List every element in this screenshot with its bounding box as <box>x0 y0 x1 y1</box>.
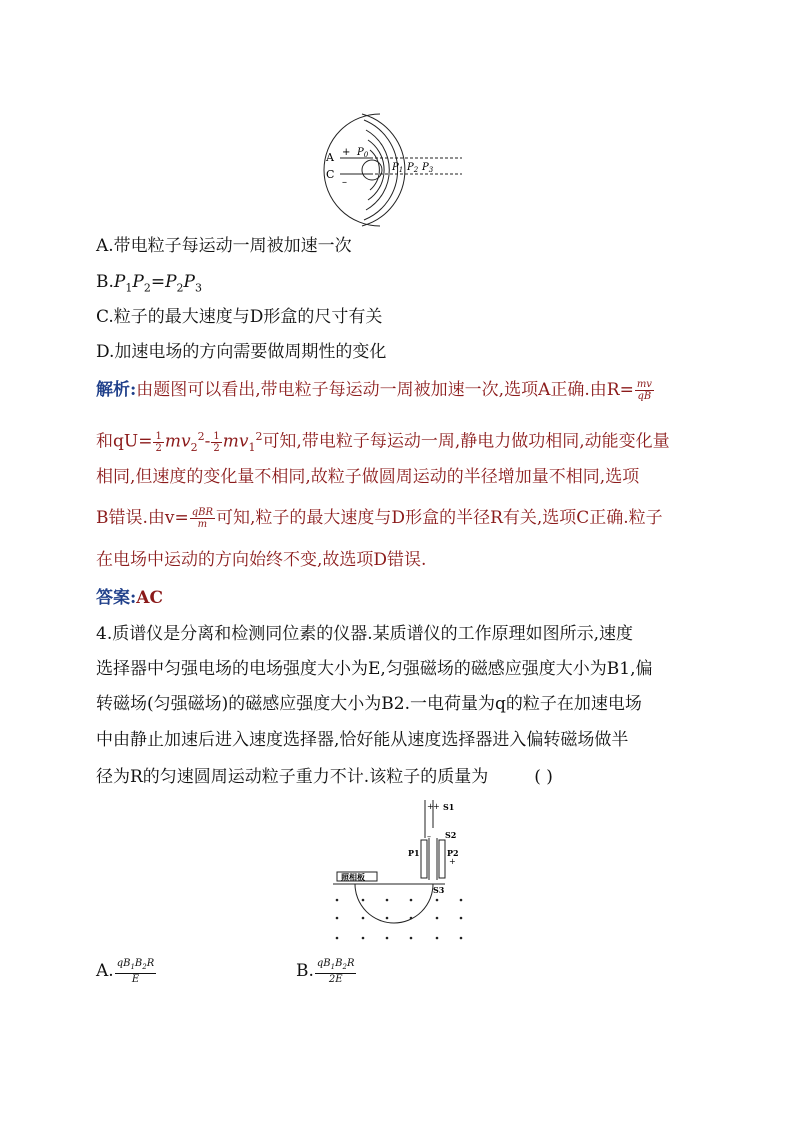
semicircle-1 <box>372 160 382 180</box>
svg-text:–: – <box>427 832 431 841</box>
option-a: A.带电粒子每运动一周被加速一次 <box>96 236 352 256</box>
s2-label: S2 <box>445 830 457 840</box>
svg-text:P3: $P_3$ <box>422 162 434 174</box>
answer-label: 答案: <box>96 588 137 608</box>
semicircle-2 <box>370 150 379 190</box>
fraction-mv-qb: $\frac{mv}{qB}$ <box>636 379 652 402</box>
s3-label: S3 <box>433 885 445 895</box>
q4-line-3: 转磁场(匀强磁场)的磁感应强度大小为B2.一电荷量为q的粒子在加速电场 <box>96 694 642 714</box>
svg-text:P2: $P_2$ <box>407 162 419 174</box>
option-d: D.加速电场的方向需要做周期性的变化 <box>96 342 387 362</box>
mass-spectrometer-figure <box>325 798 475 948</box>
photo-plate-label: 照相板 <box>341 872 365 882</box>
plus-sign: + <box>342 147 351 158</box>
p1-label: P1 <box>408 848 420 858</box>
analysis-label: 解析: <box>96 380 137 400</box>
q4-line-4: 中由静止加速后进入速度选择器,恰好能从速度选择器进入偏转磁场做半 <box>96 730 629 750</box>
label-c: C <box>326 168 335 181</box>
plate-p1 <box>421 840 427 878</box>
answer-value: AC <box>136 588 164 608</box>
svg-text:+: + <box>427 802 434 811</box>
analysis-line-1: 解析:由题图可以看出,带电粒子每运动一周被加速一次,选项A正确.由R= $\frac{mv}{qB}$ <box>96 379 652 402</box>
q4-line-2: 选择器中匀强电场的电场强度大小为E,匀强磁场的磁感应强度大小为B1,偏 <box>96 659 653 679</box>
q4-option-b: B. $\frac{qB_1B_2R}{2E}$ <box>296 958 355 985</box>
minus-sign: – <box>342 177 347 188</box>
p2-label: P2 <box>447 848 459 858</box>
analysis-line-4: B错误.由v= $\frac{\text{qBR}}{m}$ 可知,粒子的最大速度与D形盒的半径R有关,选项C正确.粒子 <box>96 507 663 530</box>
analysis-line-2: 和qU= $\frac{1}{2}$ $mv_2^2-$ $\frac{1}{2}$ $mv_1^2$可知,带电粒子每运动一周,静电力做功相同,动能变化量 <box>96 430 670 455</box>
q4-line-1: 4.质谱仪是分离和检测同位素的仪器.某质谱仪的工作原理如图所示,速度 <box>96 624 634 644</box>
left-arc-inner <box>362 160 372 180</box>
s1-label: S1 <box>443 802 455 812</box>
svg-text:+: + <box>449 857 456 866</box>
option-b: $B.P_1P_2=P_2P_3$ <box>96 272 202 295</box>
q4-option-a: A. $\frac{qB_1B_2R}{E}$ <box>96 958 155 985</box>
svg-text:P1: $P_1$ <box>392 162 404 174</box>
analysis-line-5: 在电场中运动的方向始终不变,故选项D错误. <box>96 550 427 570</box>
plate-p2 <box>439 840 445 878</box>
q4-line-5: 径为R的匀速圆周运动粒子重力不计.该粒子的质量为 ( ) <box>96 767 553 787</box>
cyclotron-figure <box>320 110 470 230</box>
semicircle-4 <box>366 130 389 210</box>
particle-path <box>355 884 433 923</box>
magnetic-field-dots <box>336 899 463 940</box>
answer-line <box>96 586 163 610</box>
svg-text:P0: $P_0$ <box>357 147 369 159</box>
analysis-line-3: 相同,但速度的变化量不相同,故粒子做圆周运动的半径增加量不相同,选项 <box>96 467 640 487</box>
option-c: C.粒子的最大速度与D形盒的尺寸有关 <box>96 307 383 327</box>
answer-paren: ( ) <box>534 767 553 787</box>
svg-text:+: + <box>433 802 440 811</box>
label-a: A <box>326 151 334 164</box>
